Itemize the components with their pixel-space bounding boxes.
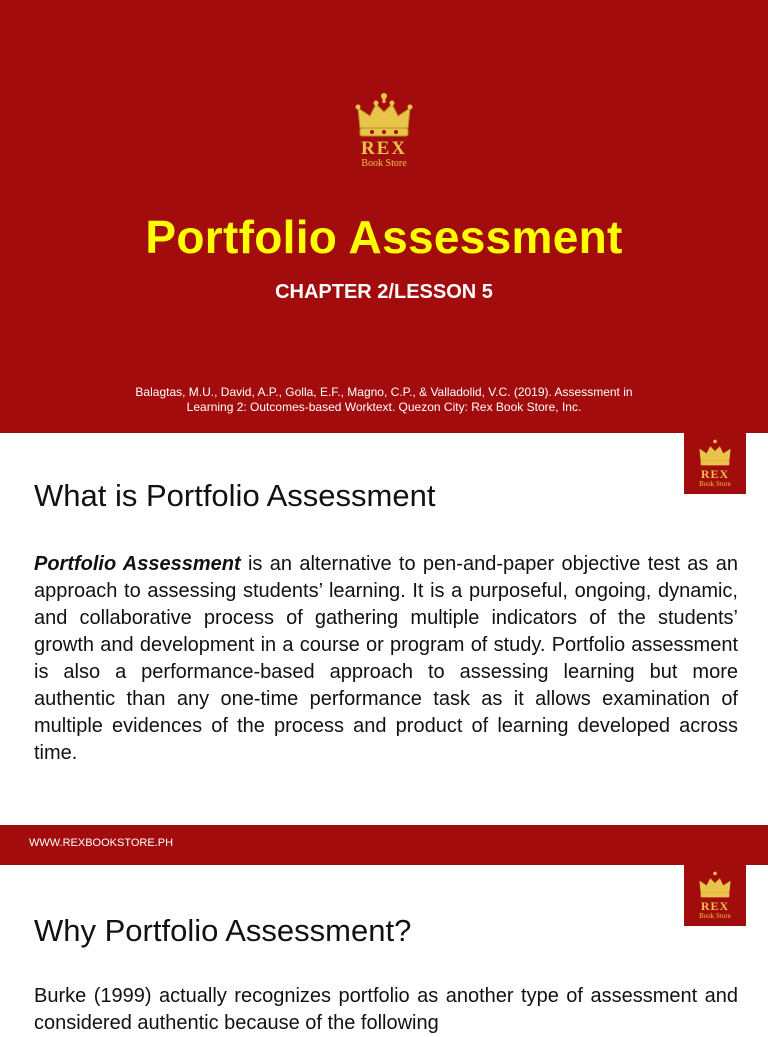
rex-logo xyxy=(345,92,423,169)
why-paragraph: Burke (1999) actually recognizes portfolio as another type of assessment and considered authentic because of the following xyxy=(34,985,738,1034)
why-slide xyxy=(0,865,768,1034)
crown-icon xyxy=(697,439,733,469)
logo-subtitle: Book Store xyxy=(361,158,407,169)
logo-brand: REX xyxy=(700,467,730,481)
definition-paragraph xyxy=(34,551,738,767)
citation-line-2: Learning 2: Outcomes-based Worktext. Quezon City: Rex Book Store, Inc. xyxy=(186,400,582,414)
rex-logo-small xyxy=(684,865,746,926)
section-heading: Why Portfolio Assessment? xyxy=(34,913,412,948)
website-url: WWW.REXBOOKSTORE.PH xyxy=(29,837,174,849)
section-heading: What is Portfolio Assessment xyxy=(34,478,436,513)
footer-bar xyxy=(0,825,768,865)
chapter-label: CHAPTER 2/LESSON 5 xyxy=(275,281,493,303)
logo-brand: REX xyxy=(700,899,730,913)
citation-line-1: Balagtas, M.U., David, A.P., Golla, E.F., Magno, C.P., & Valladolid, V.C. (2019). Assessment in xyxy=(135,385,633,399)
slide-title: Portfolio Assessment xyxy=(145,211,623,263)
title-slide xyxy=(0,0,768,433)
definition-slide xyxy=(0,433,768,825)
term-portfolio-assessment: Portfolio Assessment xyxy=(34,553,241,575)
crown-icon xyxy=(354,92,414,142)
logo-brand: REX xyxy=(360,138,408,159)
citation xyxy=(100,385,668,415)
crown-icon xyxy=(697,871,733,901)
definition-text: is an alternative to pen-and-paper objective test as an approach to assessing students’ learning. It is a purposeful, ongoing, dynamic, and collaborative process of gathering multiple indicators of the students’ growth and development in a course or program of study. Portfolio assessment is also a performance-based approach to assessing learning but more authentic than any one-time performance task as it allows examination of multiple evidences of the process and product of learning developed across time. xyxy=(34,553,738,764)
logo-subtitle: Book Store xyxy=(699,912,731,920)
rex-logo-small xyxy=(684,433,746,494)
logo-subtitle: Book Store xyxy=(699,480,731,488)
